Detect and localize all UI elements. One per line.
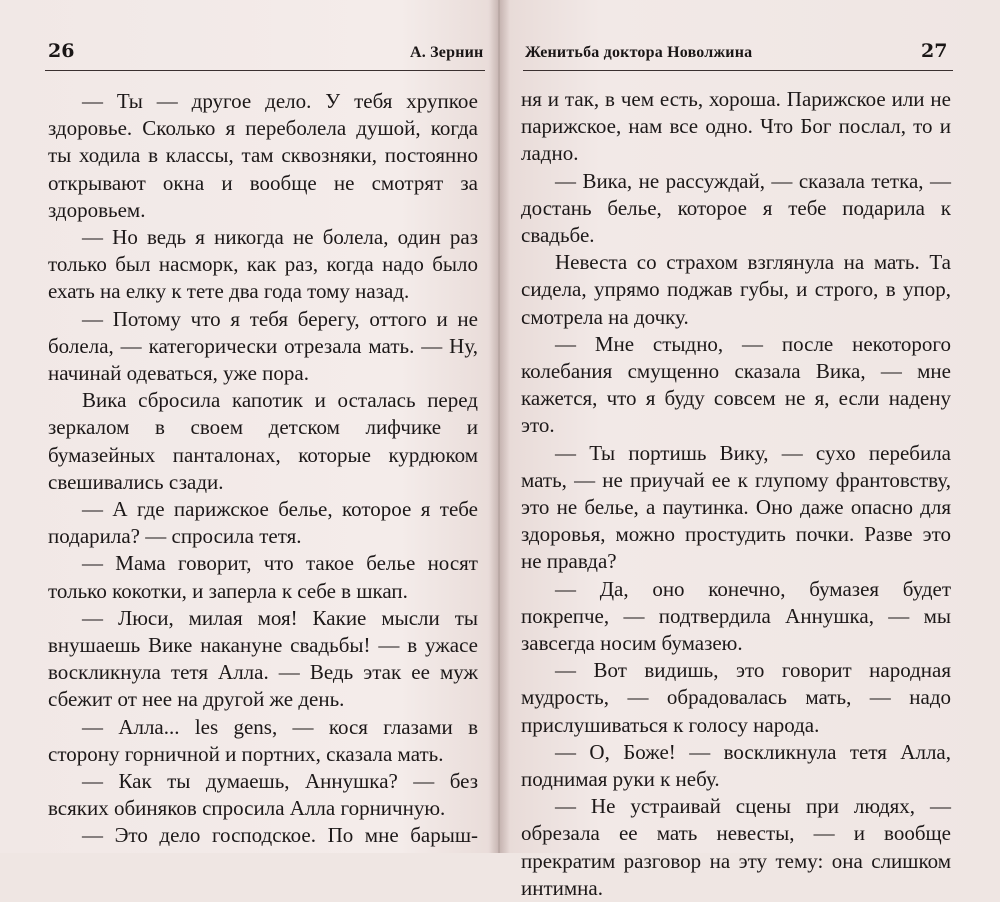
- paragraph: — Потому что я тебя берегу, оттого и не болела, — категорически отрезала мать. — Ну, начинай одеваться, уже пора.: [48, 306, 478, 386]
- left-page: [0, 0, 497, 853]
- right-page: [503, 0, 1000, 900]
- paragraph: — Ты — другое дело. У тебя хрупкое здоровье. Сколько я переболела душой, когда ты ходила в классы, там сквозняки, постоянно открывают окна и вообще не смотрят за здоровьем.: [48, 89, 478, 222]
- paragraph: — Алла... les gens, — кося глазами в сторону горничной и портних, сказала мать.: [48, 714, 478, 766]
- left-page-text: [48, 88, 478, 850]
- paragraph: — Да, оно конечно, бумазея будет покрепче, — подтвердила Аннушка, — мы завсегда носим бумазею.: [521, 576, 951, 656]
- paragraph: — Ты портишь Вику, — сухо перебила мать, — не приучай ее к глупому франтовству, это не белье, а паутинка. Оно даже опасно для здоровья, можно простудить почки. Разве это не правда?: [521, 440, 951, 574]
- paragraph: — Люси, милая моя! Какие мысли ты внушаешь Вике накануне свадьбы! — в ужасе воскликнула тетя Алла. — Ведь этак ее муж сбежит от нее на другой же день.: [48, 605, 478, 712]
- paragraph: — Вика, не рассуждай, — сказала тетка, — достань белье, которое я тебе подарила к свадьбе.: [521, 168, 951, 248]
- paragraph: ня и так, в чем есть, хороша. Парижское или не парижское, нам все одно. Что Бог послал, то и ладно.: [521, 87, 951, 166]
- header-rule-left: [45, 70, 485, 71]
- paragraph: — Как ты думаешь, Аннушка? — без всяких обиняков спросила Алла горничную.: [48, 769, 478, 821]
- page-number-right: 27: [921, 40, 948, 62]
- paragraph: — О, Боже! — воскликнула тетя Алла, поднимая руки к небу.: [521, 739, 951, 792]
- paragraph: — Но ведь я никогда не болела, один раз только был насморк, как раз, когда надо было ехать на елку к тете два года тому назад.: [48, 225, 478, 304]
- running-header-left: А. Зернин: [410, 44, 484, 61]
- paragraph: Невеста со страхом взглянула на мать. Та сидела, упрямо поджав губы, и строго, в упор, смотрела на дочку.: [521, 250, 951, 329]
- paragraph: Вика сбросила капотик и осталась перед зеркалом в своем детском лифчике и бумазейных панталонах, которые курдюком свешивались сзади.: [48, 388, 478, 494]
- paragraph: — А где парижское белье, которое я тебе подарила? — спросила тетя.: [48, 497, 478, 549]
- paragraph: — Это дело господское. По мне барыш-: [82, 823, 478, 848]
- paragraph: — Вот видишь, это говорит народная мудрость, — обрадовалась мать, — надо прислушиваться к голосу народа.: [521, 658, 951, 737]
- running-header-right: Женитьба доктора Новолжина: [525, 44, 753, 61]
- paragraph: — Мне стыдно, — после некоторого колебания смущенно сказала Вика, — мне кажется, что я буду совсем не я, если надену это.: [521, 331, 951, 438]
- header-rule-right: [523, 70, 953, 71]
- paragraph: — Мама говорит, что такое белье носят только кокотки, и заперла к себе в шкап.: [48, 551, 478, 603]
- page-number-left: 26: [48, 40, 75, 62]
- right-page-text: [521, 86, 951, 902]
- paragraph: — Не устраивай сцены при людях, — обрезала ее мать невесты, — и вообще прекратим разговор на эту тему: она слишком интимна.: [521, 794, 951, 900]
